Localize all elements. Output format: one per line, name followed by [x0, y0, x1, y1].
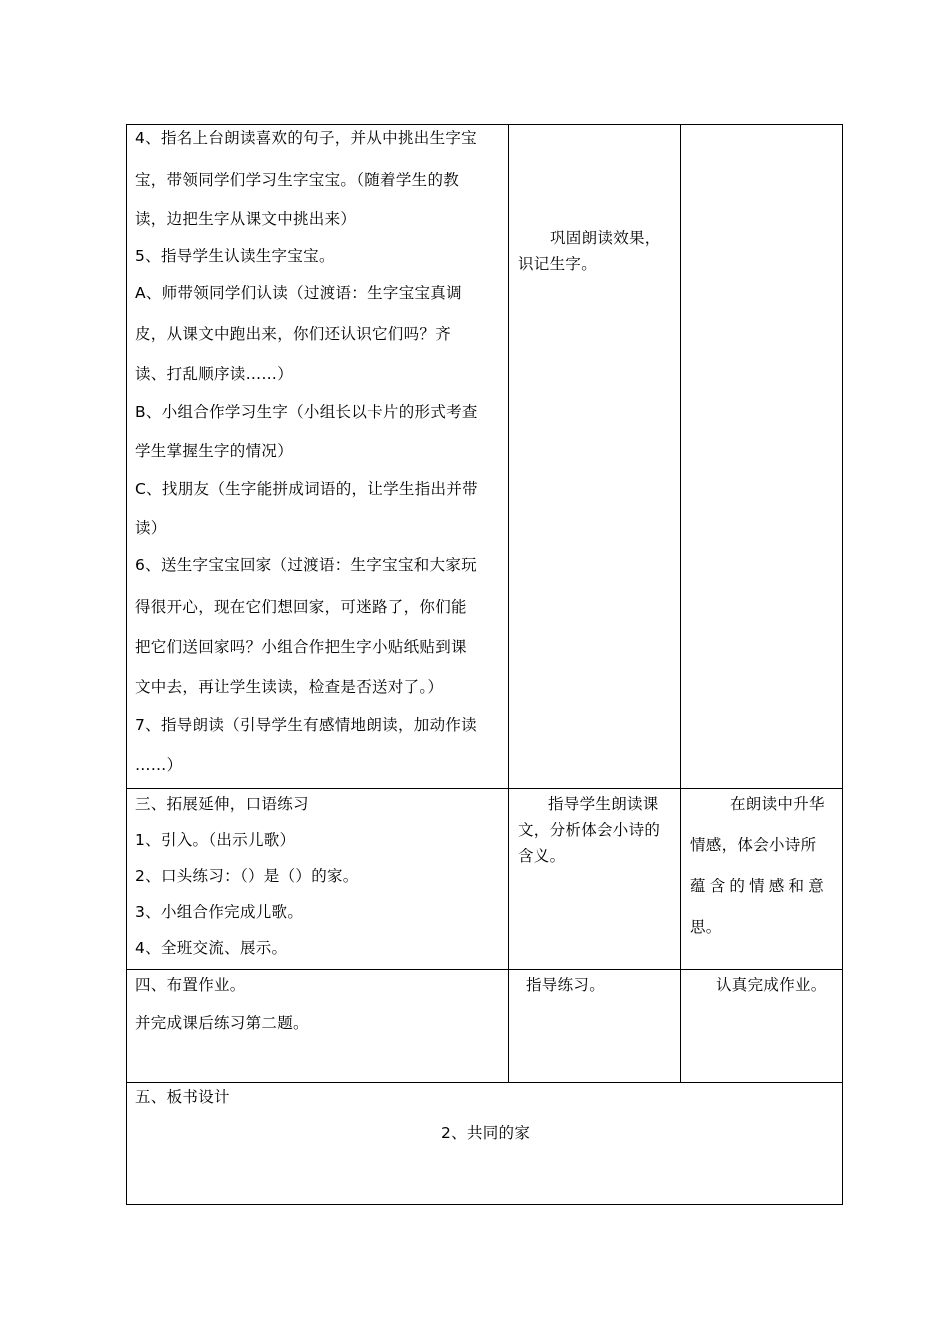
process-line: 6、送生字宝宝回家（过渡语：生字宝宝和大家玩: [135, 556, 477, 574]
teacher-line: 文，分析体会小诗的: [518, 821, 661, 839]
column-divider-1: [508, 124, 509, 1082]
student-line: 认真完成作业。: [716, 976, 827, 994]
table-border-left: [126, 124, 127, 1205]
process-line: 4、全班交流、展示。: [135, 939, 288, 957]
student-line: 情感，体会小诗所: [690, 836, 817, 854]
teacher-line: 指导练习。: [526, 976, 606, 994]
student-line: 在朗读中升华: [730, 795, 825, 813]
process-line: 学生掌握生字的情况）: [135, 442, 294, 460]
process-line: 读，边把生字从课文中挑出来）: [135, 210, 357, 228]
process-line: 把它们送回家吗？小组合作把生字小贴纸贴到课: [135, 638, 467, 656]
table-border-top: [126, 124, 843, 125]
process-line: 文中去，再让学生读读，检查是否送对了。）: [135, 678, 444, 696]
row-divider-2: [126, 969, 843, 970]
table-border-bottom: [126, 1204, 843, 1205]
process-line: 2、口头练习：（）是（）的家。: [135, 867, 359, 885]
process-line: 1、引入。（出示儿歌）: [135, 831, 296, 849]
process-line: 皮，从课文中跑出来，你们还认识它们吗？齐: [135, 325, 452, 343]
process-line: 三、拓展延伸，口语练习: [135, 795, 309, 813]
process-line: 4、指名上台朗读喜欢的句子，并从中挑出生字宝: [135, 129, 477, 147]
row-divider-1: [126, 788, 843, 789]
board-design-title: 2、共同的家: [441, 1124, 531, 1142]
process-line: ……）: [135, 756, 183, 774]
teacher-line: 含义。: [518, 847, 566, 865]
process-line: 读、打乱顺序读……）: [135, 365, 294, 383]
process-line: C、找朋友（生字能拼成词语的，让学生指出并带: [135, 480, 478, 498]
purpose-line: 识记生字。: [518, 255, 598, 273]
row-divider-3: [126, 1082, 843, 1083]
student-line: 思。: [690, 918, 722, 936]
board-design-heading: 五、板书设计: [135, 1088, 230, 1106]
process-line: 读）: [135, 519, 167, 537]
process-line: 3、小组合作完成儿歌。: [135, 903, 304, 921]
process-line: 5、指导学生认读生字宝宝。: [135, 247, 335, 265]
teacher-line: 指导学生朗读课: [548, 795, 659, 813]
process-line: 并完成课后练习第二题。: [135, 1014, 309, 1032]
process-line: 四、布置作业。: [135, 976, 246, 994]
process-line: 7、指导朗读（引导学生有感情地朗读，加动作读: [135, 716, 477, 734]
process-line: A、师带领同学们认读（过渡语：生字宝宝真调: [135, 284, 462, 302]
process-line: 宝，带领同学们学习生字宝宝。（随着学生的教: [135, 171, 460, 189]
table-border-right: [842, 124, 843, 1205]
column-divider-2: [680, 124, 681, 1082]
student-line: 蕴含的情感和意: [690, 877, 828, 895]
purpose-line: 巩固朗读效果，: [550, 229, 661, 247]
process-line: 得很开心，现在它们想回家，可迷路了，你们能: [135, 598, 467, 616]
process-line: B、小组合作学习生字（小组长以卡片的形式考查: [135, 403, 478, 421]
